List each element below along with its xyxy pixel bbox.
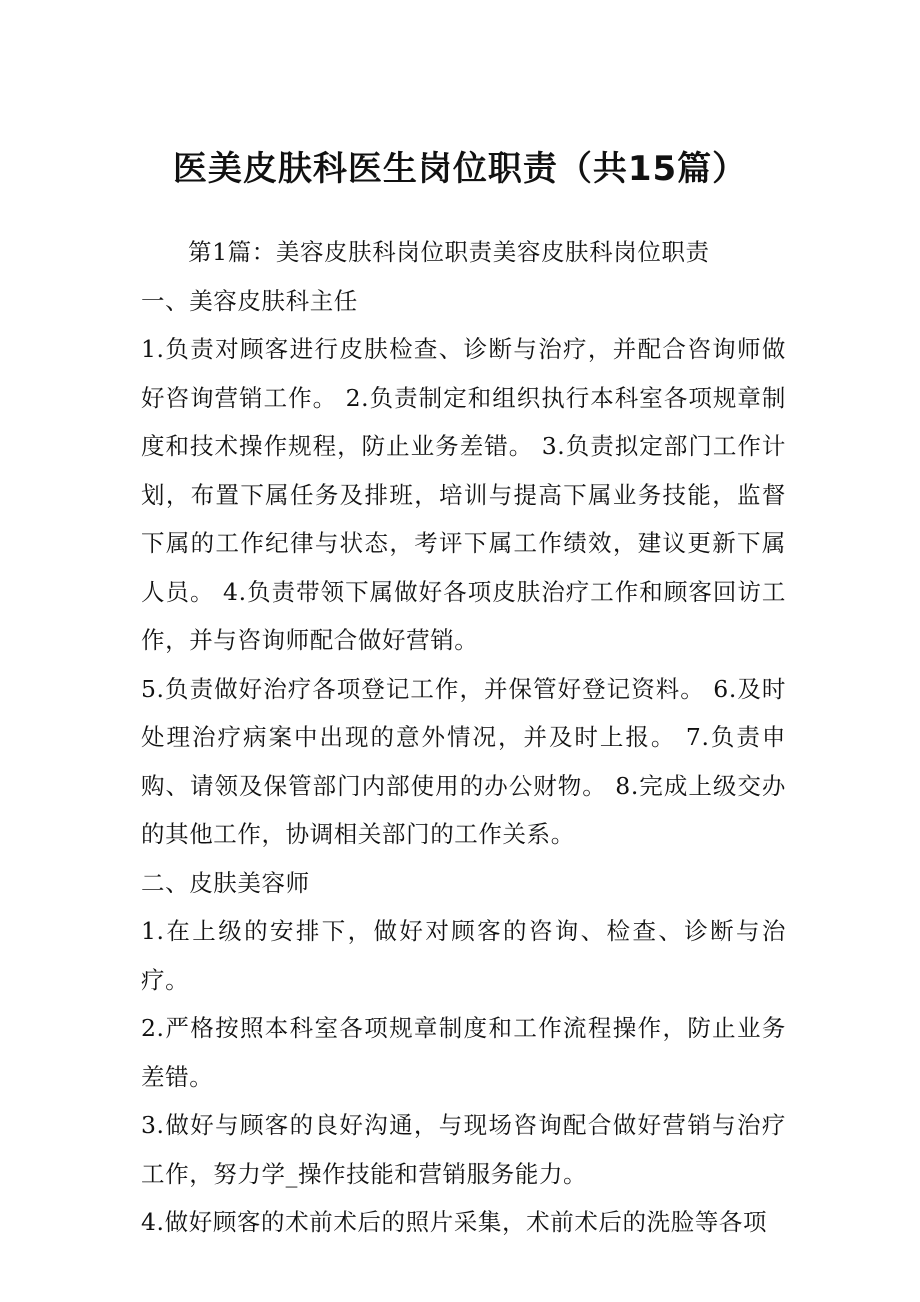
paragraph-beautician-duty-3: 3.做好与顾客的良好沟通，与现场咨询配合做好营销与治疗工作，努力学_操作技能和营销服务能力。 — [141, 1111, 786, 1188]
section-heading-director: 一、美容皮肤科主任 — [141, 286, 358, 315]
document-body — [141, 228, 786, 1247]
paragraph-beautician-duty-2: 2.严格按照本科室各项规章制度和工作流程操作，防止业务差错。 — [141, 1014, 786, 1091]
document-title: 医美皮肤科医生岗位职责（共15篇） — [172, 149, 748, 189]
paragraph-director-duties-2: 5.负责做好治疗各项登记工作，并保管好登记资料。 6.及时处理治疗病案中出现的意外情况，并及时上报。 7.负责申购、请领及保管部门内部使用的办公财物。 8.完成上级交办的其他工作，协调相关部门的工作关系。 — [141, 674, 786, 848]
paragraph-beautician-duty-1: 1.在上级的安排下，做好对顾客的咨询、检查、诊断与治疗。 — [141, 917, 786, 994]
chapter-heading: 第1篇：美容皮肤科岗位职责美容皮肤科岗位职责 — [188, 238, 710, 266]
paragraph-director-duties-1: 1.负责对顾客进行皮肤检查、诊断与治疗，并配合咨询师做好咨询营销工作。 2.负责制定和组织执行本科室各项规章制度和技术操作规程，防止业务差错。 3.负责拟定部门工作计划，布置下属任务及排班，培训与提高下属业务技能，监督下属的工作纪律与状态，考评下属工作绩效，建议更新下属人员。 4.负责带领下属做好各项皮肤治疗工作和顾客回访工作，并与咨询师配合做好营销。 — [141, 335, 786, 654]
section-heading-beautician: 二、皮肤美容师 — [141, 868, 310, 897]
paragraph-beautician-duty-4: 4.做好顾客的术前术后的照片采集，术前术后的洗脸等各项 — [141, 1208, 768, 1236]
